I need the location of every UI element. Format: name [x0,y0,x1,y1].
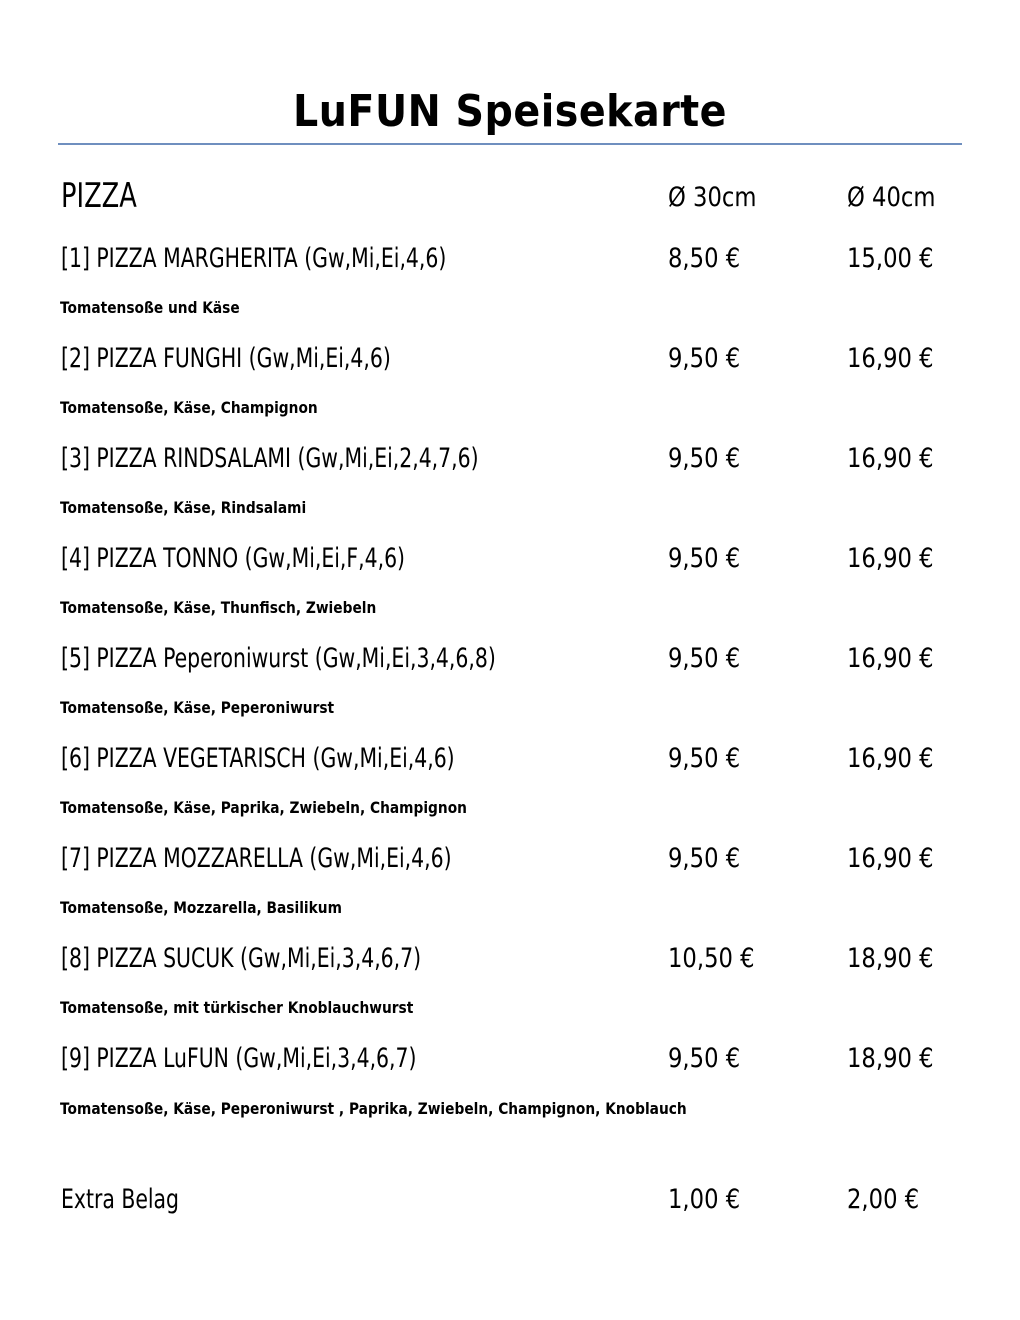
extra-label-text: Extra Belag [61,1184,180,1215]
menu-item-row [61,239,961,279]
menu-item-row [61,939,961,979]
size-large-header [847,178,952,218]
price-40-text: 18,90 € [847,1043,934,1074]
price-30-text: 8,50 € [668,243,741,274]
item-price-40 [847,1039,950,1079]
item-price-30 [668,439,754,479]
item-price-40 [847,939,950,979]
item-name-text: [4] PIZZA TONNO (Gw,Mi,Ei,F,4,6) [61,543,406,574]
item-name-text: [5] PIZZA Peperoniwurst (Gw,Mi,Ei,3,4,6,8) [61,643,496,674]
size-small-text: Ø 30cm [668,182,757,213]
item-price-40 [847,839,950,879]
menu-item-row [61,639,961,679]
price-40-text: 16,90 € [847,843,934,874]
item-name-text: [9] PIZZA LuFUN (Gw,Mi,Ei,3,4,6,7) [61,1043,417,1074]
item-name [61,739,530,779]
price-30-text: 1,00 € [668,1184,741,1215]
item-name [61,1039,484,1079]
menu-title: LuFUN Speisekarte [292,86,728,137]
item-name [61,439,558,479]
item-price-30 [668,639,754,679]
price-30-text: 9,50 € [668,443,741,474]
item-name-text: [8] PIZZA SUCUK (Gw,Mi,Ei,3,4,6,7) [61,943,422,974]
item-name [61,639,579,679]
item-name [61,239,520,279]
item-price-40 [847,239,950,279]
item-description: Tomatensoße, Käse, Peperoniwurst , Paprika, Zwiebeln, Champignon, Knoblauch [60,1099,687,1118]
item-price-30 [668,239,754,279]
menu-item-row [61,539,961,579]
price-40-text: 18,90 € [847,943,934,974]
item-description: Tomatensoße, Käse, Paprika, Zwiebeln, Champignon [60,798,467,817]
price-40-text: 16,90 € [847,543,934,574]
item-price-40 [847,339,950,379]
item-price-40 [847,439,950,479]
section-header-row [61,176,961,216]
section-label-text: PIZZA [61,176,137,216]
price-40-text: 16,90 € [847,743,934,774]
menu-item-row [61,839,961,879]
size-small-header [668,178,773,218]
title-divider [58,143,962,145]
item-description: Tomatensoße, Käse, Champignon [60,398,318,417]
item-price-30 [668,939,771,979]
extra-label [61,1180,201,1220]
price-30-text: 9,50 € [668,543,741,574]
item-description: Tomatensoße, Käse, Peperoniwurst [60,698,335,717]
item-name-text: [3] PIZZA RINDSALAMI (Gw,Mi,Ei,2,4,7,6) [61,443,479,474]
price-30-text: 10,50 € [668,943,755,974]
item-price-30 [668,339,754,379]
section-label [61,176,151,216]
extra-price-40 [847,1180,933,1220]
item-description: Tomatensoße, Käse, Rindsalami [60,498,307,517]
price-40-text: 16,90 € [847,643,934,674]
item-description: Tomatensoße, mit türkischer Knoblauchwurst [60,998,414,1017]
item-description: Tomatensoße und Käse [60,298,240,317]
item-description: Tomatensoße, Käse, Thunfisch, Zwiebeln [60,598,377,617]
item-name-text: [7] PIZZA MOZZARELLA (Gw,Mi,Ei,4,6) [61,843,452,874]
menu-item-row [61,339,961,379]
item-name-text: [6] PIZZA VEGETARISCH (Gw,Mi,Ei,4,6) [61,743,455,774]
item-name [61,339,454,379]
price-30-text: 9,50 € [668,743,741,774]
price-30-text: 9,50 € [668,1043,741,1074]
price-40-text: 16,90 € [847,343,934,374]
menu-item-row [61,439,961,479]
item-price-30 [668,739,754,779]
item-name [61,539,471,579]
price-40-text: 15,00 € [847,243,934,274]
menu-item-row [61,1039,961,1079]
price-30-text: 9,50 € [668,343,741,374]
price-30-text: 9,50 € [668,843,741,874]
item-description: Tomatensoße, Mozzarella, Basilikum [60,898,342,917]
item-name-text: [1] PIZZA MARGHERITA (Gw,Mi,Ei,4,6) [61,243,447,274]
price-30-text: 9,50 € [668,643,741,674]
price-40-text: 2,00 € [847,1184,920,1215]
item-price-30 [668,839,754,879]
item-price-30 [668,1039,754,1079]
item-price-40 [847,639,950,679]
size-large-text: Ø 40cm [847,182,936,213]
item-name [61,939,490,979]
item-price-40 [847,539,950,579]
menu-item-row [61,739,961,779]
item-name [61,839,526,879]
extra-topping-row [61,1180,961,1220]
price-40-text: 16,90 € [847,443,934,474]
item-price-40 [847,739,950,779]
extra-price-30 [668,1180,754,1220]
item-price-30 [668,539,754,579]
item-name-text: [2] PIZZA FUNGHI (Gw,Mi,Ei,4,6) [61,343,391,374]
